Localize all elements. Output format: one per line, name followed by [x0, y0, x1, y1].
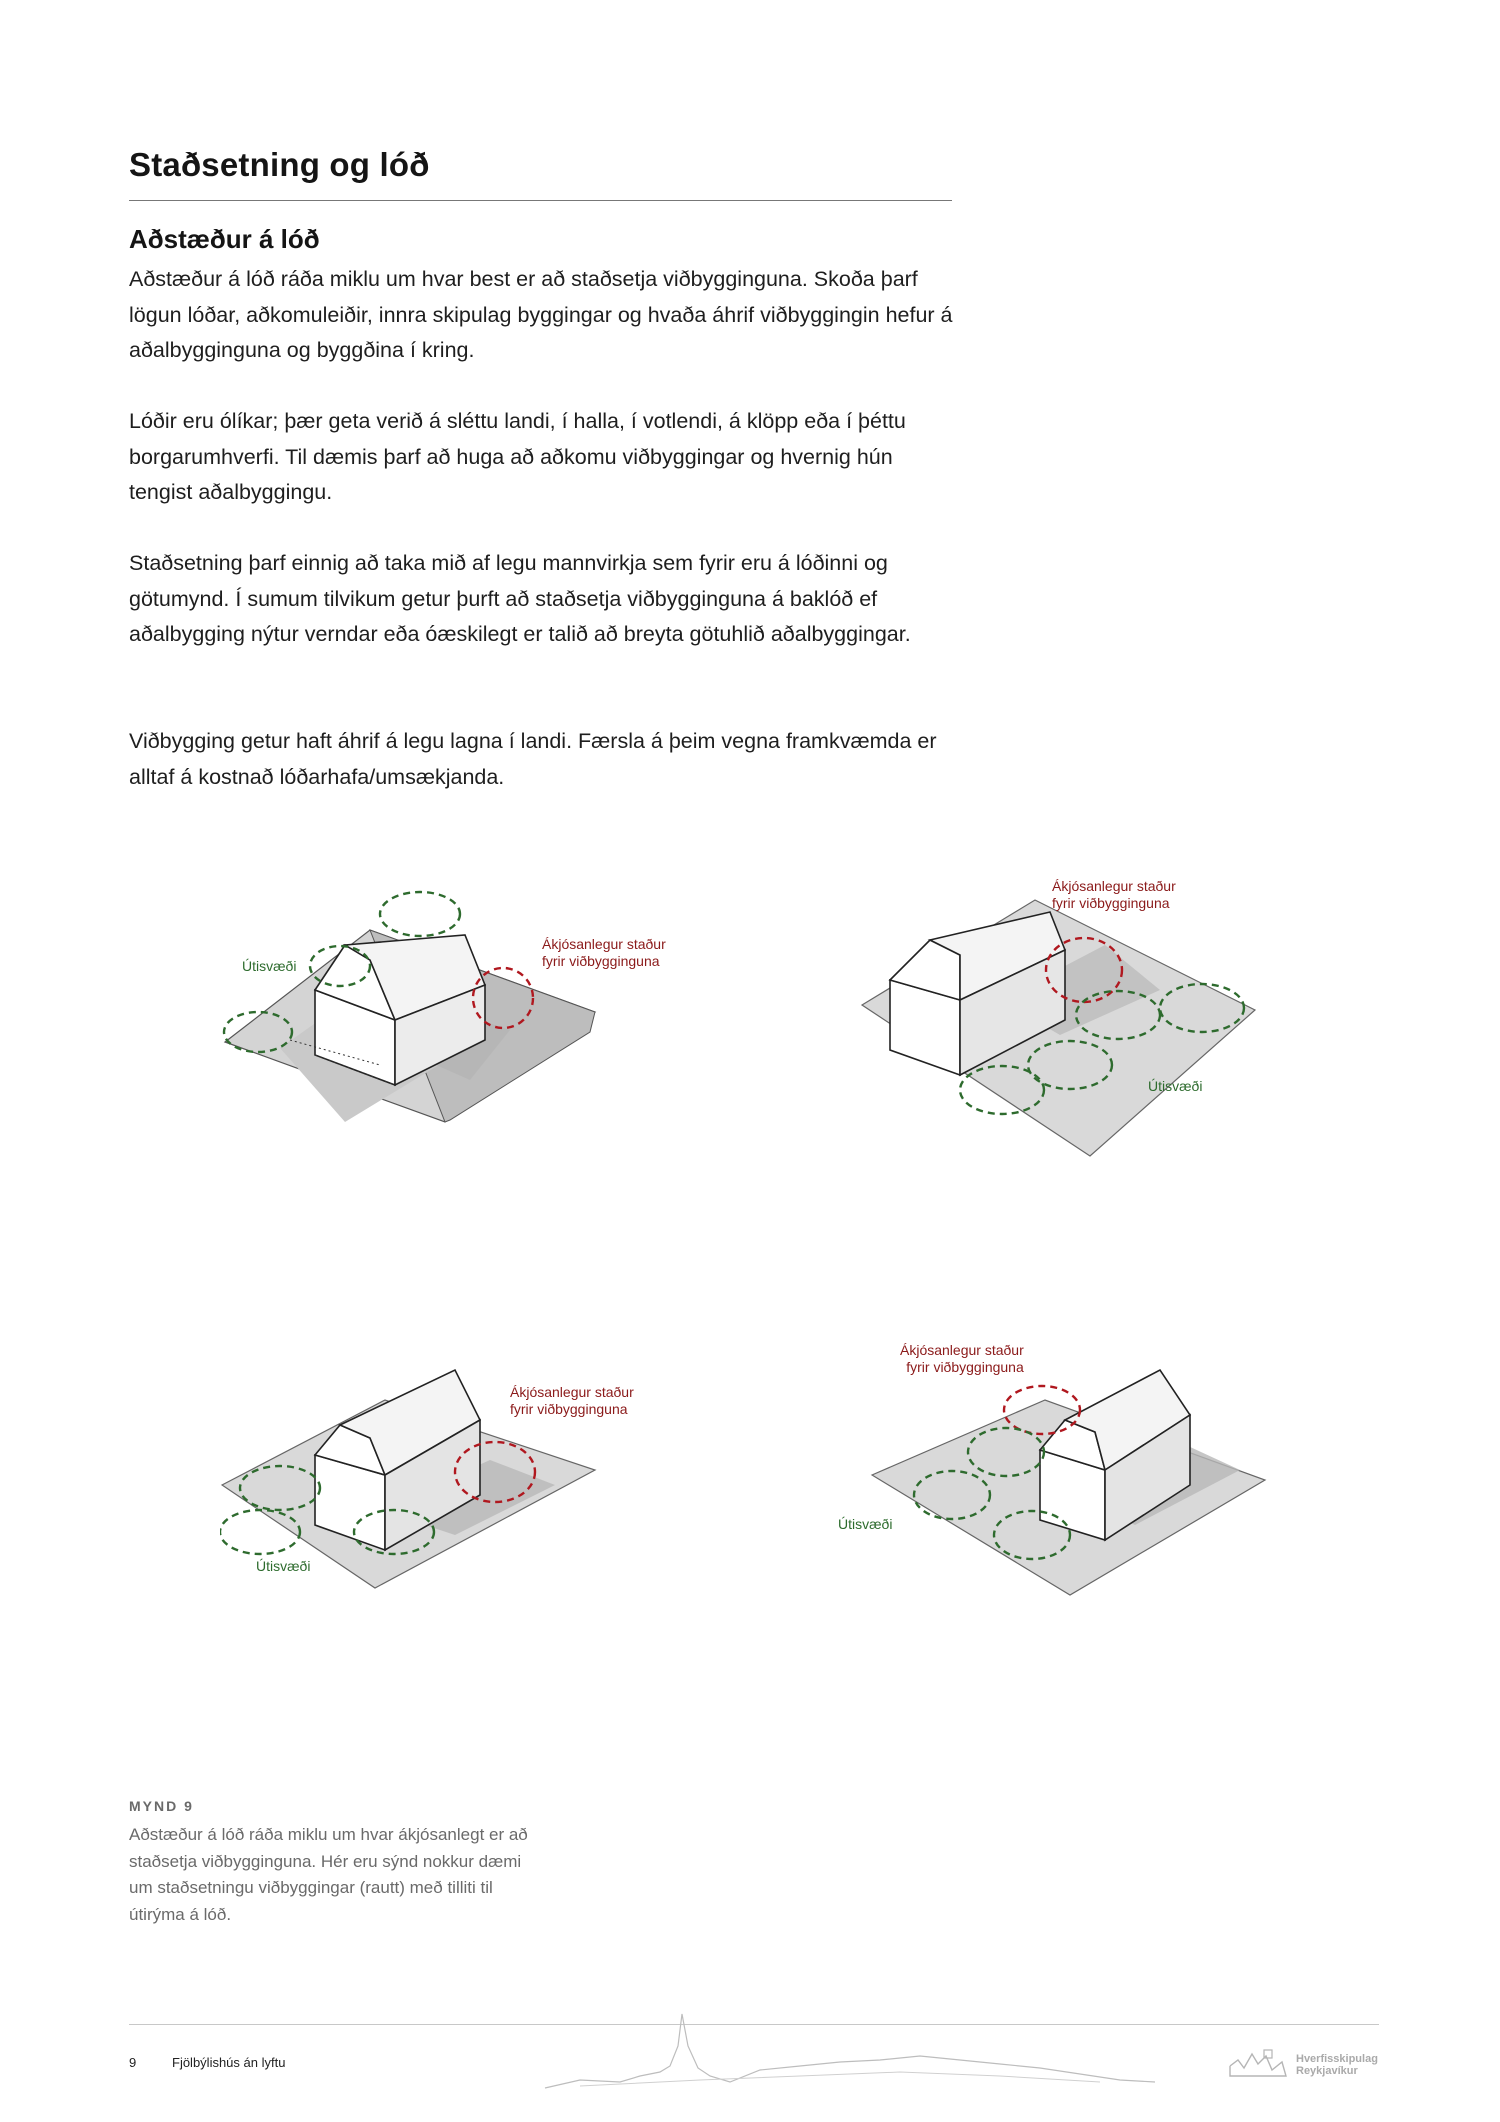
outdoor-area-label: Útisvæði — [838, 1516, 893, 1532]
figure-sloped-lot — [220, 890, 666, 1130]
desirable-location-label: Ákjósanlegur staður fyrir viðbygginguna — [1052, 878, 1176, 911]
document-title: Fjölbýlishús án lyftu — [172, 2055, 286, 2070]
figure-gable-placement — [838, 1342, 1270, 1600]
outdoor-area-label: Útisvæði — [242, 958, 297, 974]
outdoor-area-label: Útisvæði — [1148, 1078, 1203, 1094]
figure-rear-placement — [860, 870, 1260, 1160]
desirable-location-label: Ákjósanlegur staður fyrir viðbygginguna — [510, 1384, 634, 1417]
figure-side-placement — [220, 1360, 634, 1590]
outdoor-area-label: Útisvæði — [256, 1558, 311, 1574]
title-divider — [129, 200, 952, 201]
desirable-location-label: Ákjósanlegur staður fyrir viðbygginguna — [542, 936, 666, 969]
paragraph-3: Staðsetning þarf einnig að taka mið af legu mannvirkja sem fyrir eru á lóðinni og götumynd. Í sumum tilvikum getur þurft að staðsetja viðbygginguna á baklóð ef aðalbygging nýtur verndar eða óæskilegt er talið að breyta götuhlið aðalbyggingar. — [129, 551, 911, 646]
desirable-location-label: Ákjósanlegur staður fyrir viðbygginguna — [900, 1342, 1024, 1375]
figure-caption-text: Aðstæður á lóð ráða miklu um hvar ákjósanlegt er að staðsetja viðbygginguna. Hér eru sýnd nokkur dæmi um staðsetningu viðbyggingar (rautt) með tilliti til útirýma á lóð. — [129, 1825, 528, 1924]
figure-caption-heading: MYND 9 — [129, 1798, 194, 1814]
rear-placement-illustration — [860, 870, 1260, 1160]
paragraph-4: Viðbygging getur haft áhrif á legu lagna í landi. Færsla á þeim vegna framkvæmda er alltaf á kostnað lóðarhafa/umsækjanda. — [129, 729, 937, 789]
brand-name: Hverfisskipulag Reykjavíkur — [1296, 2053, 1378, 2077]
city-skyline-illustration — [540, 1996, 1160, 2096]
section-heading: Aðstæður á lóð — [129, 224, 320, 254]
sloped-lot-illustration — [220, 890, 600, 1130]
paragraph-2: Lóðir eru ólíkar; þær geta verið á sléttu landi, í halla, í votlendi, á klöpp eða í þéttu borgarumhverfi. Til dæmis þarf að huga að aðkomu viðbyggingar og hvernig hún tengist aðalbyggingu. — [129, 409, 906, 504]
gable-placement-illustration — [870, 1360, 1270, 1600]
page-title: Staðsetning og lóð — [129, 146, 430, 183]
page-number: 9 — [129, 2055, 137, 2070]
reykjavik-logo-icon — [1226, 2046, 1290, 2082]
paragraph-1: Aðstæður á lóð ráða miklu um hvar best er að staðsetja viðbygginguna. Skoða þarf lögun lóðar, aðkomuleiðir, innra skipulag byggingar og hvaða áhrif viðbyggingin hefur á aðalbygginguna og byggðina í kring. — [129, 267, 953, 362]
